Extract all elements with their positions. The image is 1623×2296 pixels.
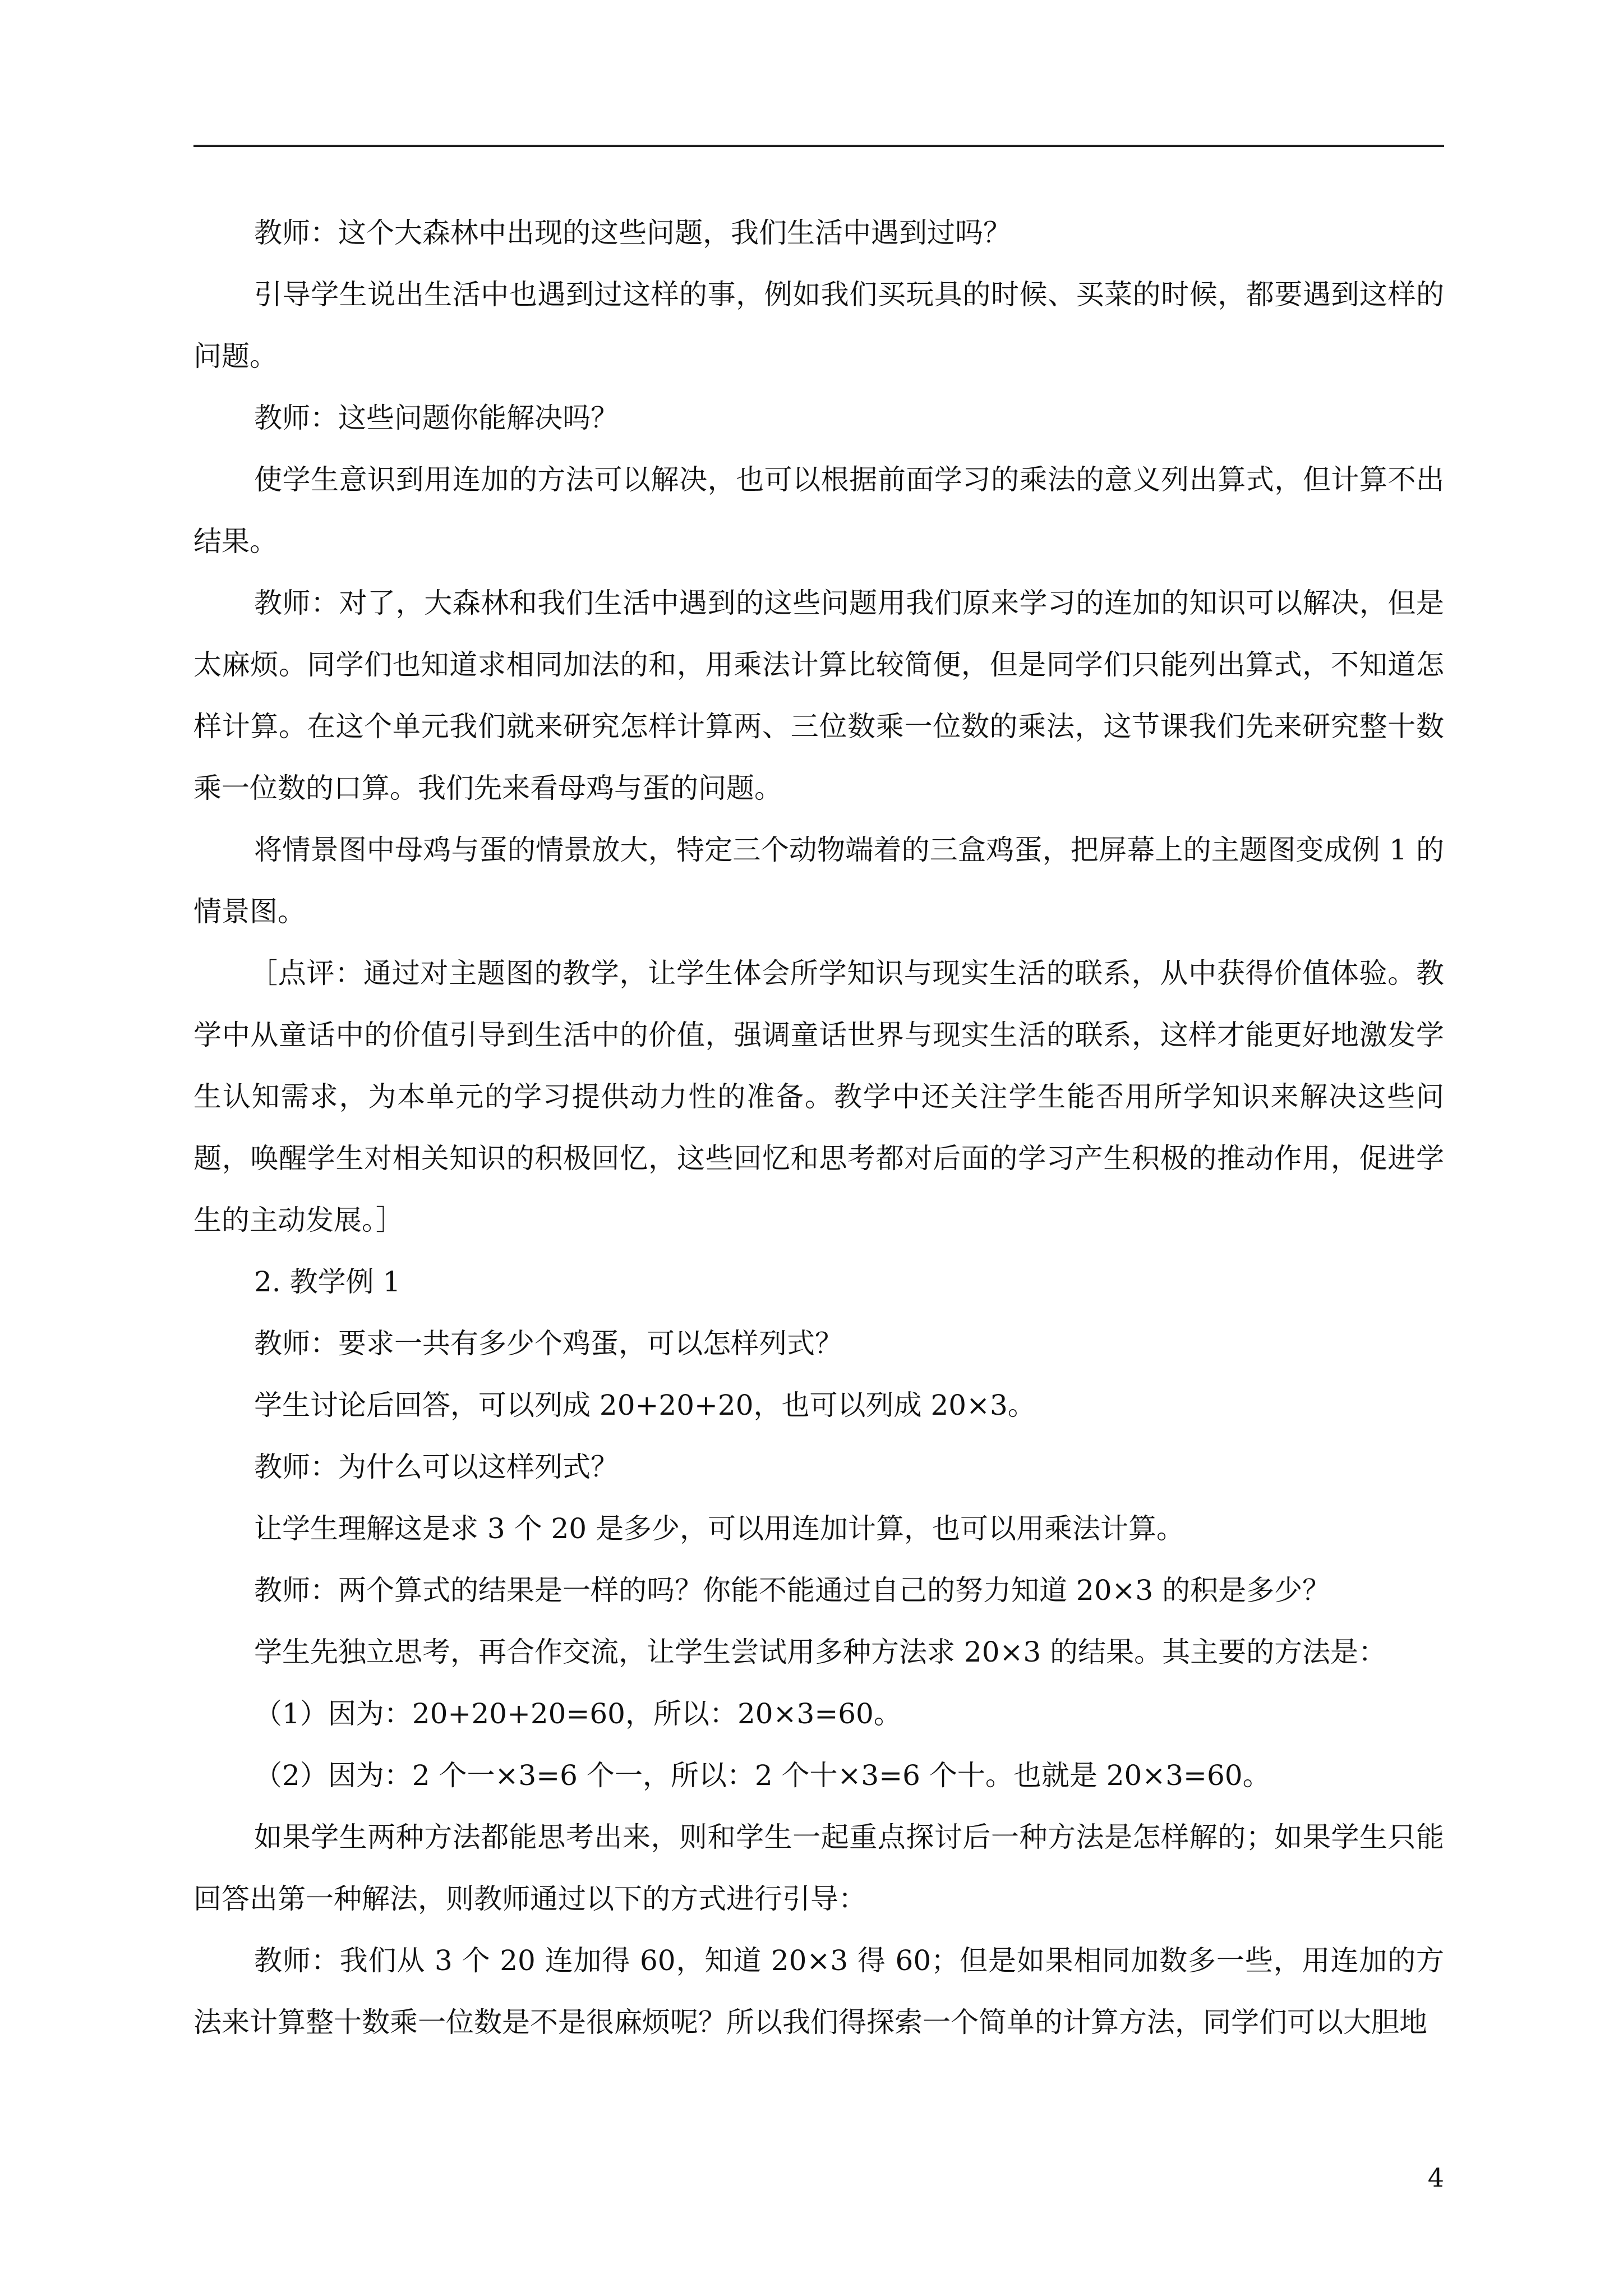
paragraph-teacher-same-result: 教师：两个算式的结果是一样的吗？你能不能通过自己的努力知道 20×3 的积是多少？ [254, 1574, 1331, 1607]
paragraph-students-realize: 使学生意识到用连加的方法可以解决，也可以根据前面学习的乘法的意义列出算式，但计算不出结果。 [193, 463, 1444, 558]
paragraph-teacher-can-solve: 教师：这些问题你能解决吗？ [254, 402, 619, 434]
page-number: 4 [1427, 2162, 1444, 2193]
list-item-method-1: （1）因为：20+20+20=60，所以：20×3=60。 [254, 1697, 902, 1730]
paragraph-teacher-intro-unit: 教师：对了，大森林和我们生活中遇到的这些问题用我们原来学习的连加的知识可以解决，但是太麻烦。同学们也知道求相同加法的和，用乘法计算比较简便，但是同学们只能列出算式，不知道怎样计算。在这个单元我们就来研究怎样计算两、三位数乘一位数的乘法，这节课我们先来研究整十数乘一位数的口算。我们先来看母鸡与蛋的问题。 [193, 587, 1444, 804]
paragraph-understand-3x20: 让学生理解这是求 3 个 20 是多少，可以用连加计算，也可以用乘法计算。 [254, 1512, 1185, 1545]
section-heading-example-1: 2. 教学例 1 [254, 1266, 401, 1298]
list-item-method-2: （2）因为：2 个一×3=6 个一，所以：2 个十×3=6 个十。也就是 20×3=60。 [254, 1759, 1271, 1792]
body-text [193, 202, 1444, 2053]
paragraph-guide-life-examples: 引导学生说出生活中也遇到过这样的事，例如我们买玩具的时候、买菜的时候，都要遇到这样的问题。 [193, 278, 1444, 372]
paragraph-teacher-question-forest: 教师：这个大森林中出现的这些问题，我们生活中遇到过吗？ [254, 217, 1011, 249]
paragraph-teacher-why: 教师：为什么可以这样列式？ [254, 1451, 619, 1483]
paragraph-teacher-explore: 教师：我们从 3 个 20 连加得 60，知道 20×3 得 60；但是如果相同加数多一些，用连加的方法来计算整十数乘一位数是不是很麻烦呢？所以我们得探索一个简单的计算方法，同学们可以大胆地 [193, 1944, 1444, 2039]
header-rule [193, 145, 1444, 147]
paragraph-commentary: ［点评：通过对主题图的教学，让学生体会所学知识与现实生活的联系，从中获得价值体验。教学中从童话中的价值引导到生活中的价值，强调童话世界与现实生活的联系，这样才能更好地激发学生认知需求，为本单元的学习提供动力性的准备。教学中还关注学生能否用所学知识来解决这些问题，唤醒学生对相关知识的积极回忆，这些回忆和思考都对后面的学习产生积极的推动作用，促进学生的主动发展。］ [193, 957, 1444, 1236]
paragraph-students-think: 学生先独立思考，再合作交流，让学生尝试用多种方法求 20×3 的结果。其主要的方法是： [254, 1636, 1387, 1668]
paragraph-teacher-how-to-write: 教师：要求一共有多少个鸡蛋，可以怎样列式？ [254, 1327, 843, 1360]
paragraph-students-answer: 学生讨论后回答，可以列成 20+20+20，也可以列成 20×3。 [254, 1389, 1036, 1421]
paragraph-if-both-methods: 如果学生两种方法都能思考出来，则和学生一起重点探讨后一种方法是怎样解的；如果学生只能回答出第一种解法，则教师通过以下的方式进行引导： [193, 1821, 1444, 1915]
paragraph-enlarge-scene: 将情景图中母鸡与蛋的情景放大，特定三个动物端着的三盒鸡蛋，把屏幕上的主题图变成例 1 的情景图。 [193, 834, 1444, 928]
